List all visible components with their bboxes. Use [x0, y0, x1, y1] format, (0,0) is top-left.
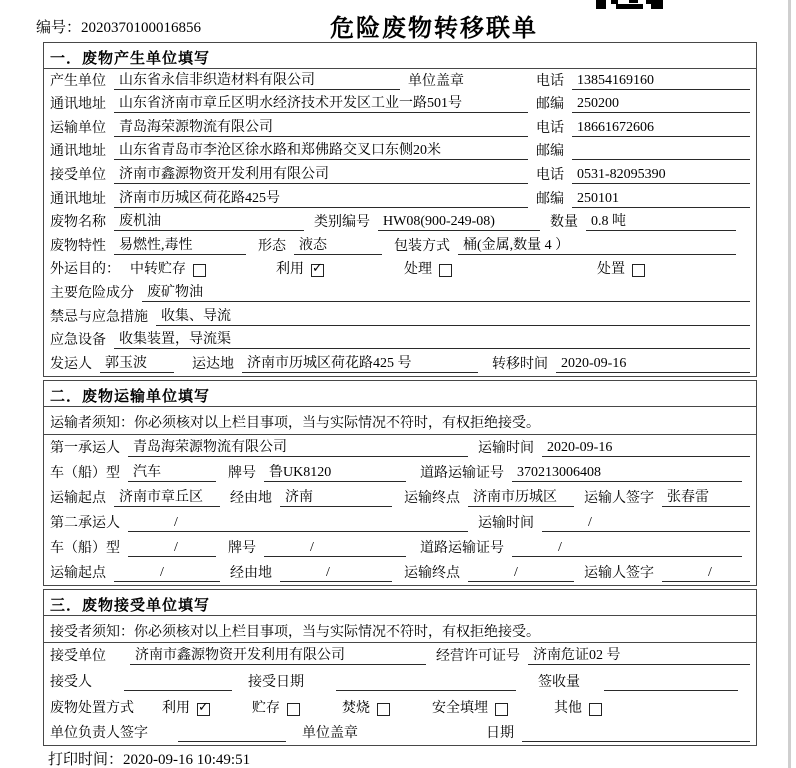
field-label: 包装方式: [394, 238, 450, 254]
field-label: 利用: [162, 700, 190, 716]
checkbox-unchecked: [193, 264, 206, 277]
field-value: [572, 142, 750, 160]
field-label: 接受单位: [50, 167, 106, 183]
field-label: 类别编号: [314, 215, 370, 231]
field-label: 利用: [276, 262, 304, 278]
document-number-label: 编号：: [36, 20, 82, 36]
field-label: 处置: [597, 262, 625, 278]
checkbox-unchecked: [589, 703, 602, 716]
field-label: 运输终点: [404, 490, 460, 506]
field-label: 单位盖章: [408, 73, 464, 89]
field-label: 单位盖章: [302, 726, 358, 742]
field-value: 汽车: [128, 464, 216, 482]
field-value: [124, 673, 232, 691]
field-label: 牌号: [228, 465, 256, 481]
form-row: [44, 211, 756, 235]
field-label: 运达地: [192, 356, 234, 372]
checkbox-unchecked: [495, 703, 508, 716]
field-label: 经由地: [230, 490, 272, 506]
form-row: [44, 140, 756, 164]
field-label: 道路运输证号: [420, 540, 504, 556]
form-row: [44, 720, 756, 746]
form-row: [44, 510, 756, 535]
field-label: 车（船）型: [50, 540, 120, 556]
field-value: /: [512, 539, 742, 557]
field-value: 郭玉波: [100, 355, 174, 373]
field-label: 电话: [536, 167, 564, 183]
field-value: 济南市章丘区: [114, 489, 220, 507]
field-label: 牌号: [228, 540, 256, 556]
field-value: 济南市历城区: [468, 489, 574, 507]
form-row: [44, 643, 756, 669]
field-value: 济南市鑫源物资开发利用有限公司: [130, 647, 426, 665]
field-label: 道路运输证号: [420, 465, 504, 481]
field-label: 运输终点: [404, 565, 460, 581]
form-row: [44, 305, 756, 329]
form-row: [44, 163, 756, 187]
field-value: [336, 673, 516, 691]
field-label: 废物特性: [50, 238, 106, 254]
page-edge-line: [788, 0, 791, 768]
field-label: 单位负责人签字: [50, 726, 148, 742]
field-label: 贮存: [252, 700, 280, 716]
section-heading: 三．废物接受单位填写: [44, 590, 756, 616]
field-value: 济南市鑫源物资开发利用有限公司: [114, 166, 528, 184]
field-label: 邮编: [536, 97, 564, 113]
field-label: 转移时间: [492, 356, 548, 372]
form-section: [43, 589, 757, 747]
form-row: [44, 485, 756, 510]
field-label: 接受单位: [50, 649, 106, 665]
field-label: 接受日期: [248, 675, 304, 691]
form-row: [44, 460, 756, 485]
field-value: /: [468, 564, 574, 582]
field-label: 通讯地址: [50, 144, 106, 160]
field-label: 通讯地址: [50, 191, 106, 207]
field-label: 产生单位: [50, 73, 106, 89]
field-value: 2020-09-16: [556, 355, 750, 373]
form-row: [44, 187, 756, 211]
field-label: 接受人: [50, 675, 92, 691]
field-value: 250200: [572, 95, 750, 113]
field-label: 运输时间: [478, 515, 534, 531]
field-label: 第二承运人: [50, 515, 120, 531]
field-value: 桶(金属,数量 4 ）: [458, 237, 736, 255]
field-label: 发运人: [50, 356, 92, 372]
field-value: /: [280, 564, 392, 582]
form-row: [44, 69, 756, 93]
document-number: [36, 16, 201, 37]
field-value: 张春雷: [662, 489, 750, 507]
field-value: 收集、导流: [156, 308, 750, 326]
form-section: [43, 380, 757, 586]
field-label: 安全填埋: [432, 700, 488, 716]
document-number-value: 2020370100016856: [81, 20, 202, 36]
field-label: 车（船）型: [50, 465, 120, 481]
field-label: 外运目的：: [50, 262, 120, 278]
form-row: [44, 694, 756, 720]
field-value: 济南: [280, 489, 392, 507]
print-time-value: 2020-09-16 10:49:51: [123, 752, 251, 768]
field-value: 0.8 吨: [586, 213, 736, 231]
field-label: 运输起点: [50, 490, 106, 506]
form-row: [44, 234, 756, 258]
field-value: 废矿物油: [142, 284, 750, 302]
form-section: [43, 42, 757, 377]
form-row: [44, 560, 756, 585]
field-label: 主要危险成分: [50, 285, 134, 301]
field-value: 山东省青岛市李沧区徐水路和郑佛路交叉口东侧20米: [114, 142, 528, 160]
field-value: [522, 724, 750, 742]
field-label: 中转贮存: [130, 262, 186, 278]
field-label: 其他: [554, 700, 582, 716]
field-value: 2020-09-16: [542, 439, 750, 457]
section-heading: 二．废物运输单位填写: [44, 381, 756, 407]
field-label: 运输人签字: [584, 565, 654, 581]
field-value: 370213006408: [512, 464, 742, 482]
notice-text: 接受者须知：你必须核对以上栏目事项，当与实际情况不符时，有权拒绝接受。: [44, 616, 756, 643]
field-value: /: [542, 514, 750, 532]
page-title: 危险废物转移联单: [330, 16, 538, 42]
notice-text: 运输者须知：你必须核对以上栏目事项，当与实际情况不符时，有权拒绝接受。: [44, 407, 756, 435]
field-value: 250101: [572, 190, 750, 208]
field-value: 青岛海荣源物流有限公司: [114, 119, 528, 137]
field-label: 形态: [258, 238, 286, 254]
field-value: 济南市历城区荷花路425号: [114, 190, 528, 208]
print-time: [48, 748, 250, 768]
field-value: /: [114, 564, 220, 582]
checkbox-unchecked: [439, 264, 452, 277]
checkbox-checked: [197, 703, 210, 716]
manifest-form: [43, 42, 757, 749]
field-label: 废物处置方式: [50, 700, 134, 716]
checkbox-unchecked: [377, 703, 390, 716]
field-label: 禁忌与应急措施: [50, 309, 148, 325]
field-label: 经营许可证号: [436, 649, 520, 665]
field-label: 数量: [550, 215, 578, 231]
field-value: /: [662, 564, 750, 582]
field-value: /: [264, 539, 406, 557]
field-label: 电话: [536, 120, 564, 136]
field-label: 第一承运人: [50, 440, 120, 456]
checkbox-checked: [311, 264, 324, 277]
field-label: 运输起点: [50, 565, 106, 581]
checkbox-unchecked: [287, 703, 300, 716]
field-value: [178, 724, 286, 742]
form-row: [44, 435, 756, 460]
field-value: 青岛海荣源物流有限公司: [128, 439, 468, 457]
field-value: 收集装置，导流渠: [114, 331, 750, 349]
field-value: 鲁UK8120: [264, 464, 406, 482]
field-value: 13854169160: [572, 72, 750, 90]
form-row: [44, 352, 756, 376]
field-value: /: [128, 539, 216, 557]
field-value: 济南危证02 号: [528, 647, 750, 665]
field-label: 废物名称: [50, 215, 106, 231]
field-label: 邮编: [536, 191, 564, 207]
field-label: 应急设备: [50, 333, 106, 349]
form-row: [44, 281, 756, 305]
field-label: 签收量: [538, 675, 580, 691]
print-time-label: 打印时间：: [48, 752, 124, 768]
field-label: 运输单位: [50, 120, 106, 136]
form-row: [44, 258, 756, 282]
form-row: [44, 93, 756, 117]
field-value: 18661672606: [572, 119, 750, 137]
field-label: 通讯地址: [50, 97, 106, 113]
form-row: [44, 329, 756, 353]
field-label: 电话: [536, 73, 564, 89]
field-value: 液态: [294, 237, 382, 255]
section-heading: 一．废物产生单位填写: [44, 43, 756, 69]
field-value: 济南市历城区荷花路425 号: [242, 355, 478, 373]
field-label: 邮编: [536, 144, 564, 160]
form-row: [44, 668, 756, 694]
field-label: 日期: [486, 726, 514, 742]
checkbox-unchecked: [632, 264, 645, 277]
field-label: 处理: [404, 262, 432, 278]
field-value: [604, 673, 738, 691]
field-value: 废机油: [114, 213, 304, 231]
field-value: 山东省济南市章丘区明水经济技术开发区工业一路501号: [114, 95, 528, 113]
form-row: [44, 116, 756, 140]
field-value: 0531-82095390: [572, 166, 750, 184]
field-label: 运输时间: [478, 440, 534, 456]
field-value: HW08(900-249-08): [378, 213, 540, 231]
field-label: 焚烧: [342, 700, 370, 716]
field-label: 运输人签字: [584, 490, 654, 506]
field-value: /: [128, 514, 468, 532]
field-label: 经由地: [230, 565, 272, 581]
form-row: [44, 535, 756, 560]
field-value: 易燃性,毒性: [114, 237, 246, 255]
field-value: 山东省永信非织造材料有限公司: [114, 72, 400, 90]
